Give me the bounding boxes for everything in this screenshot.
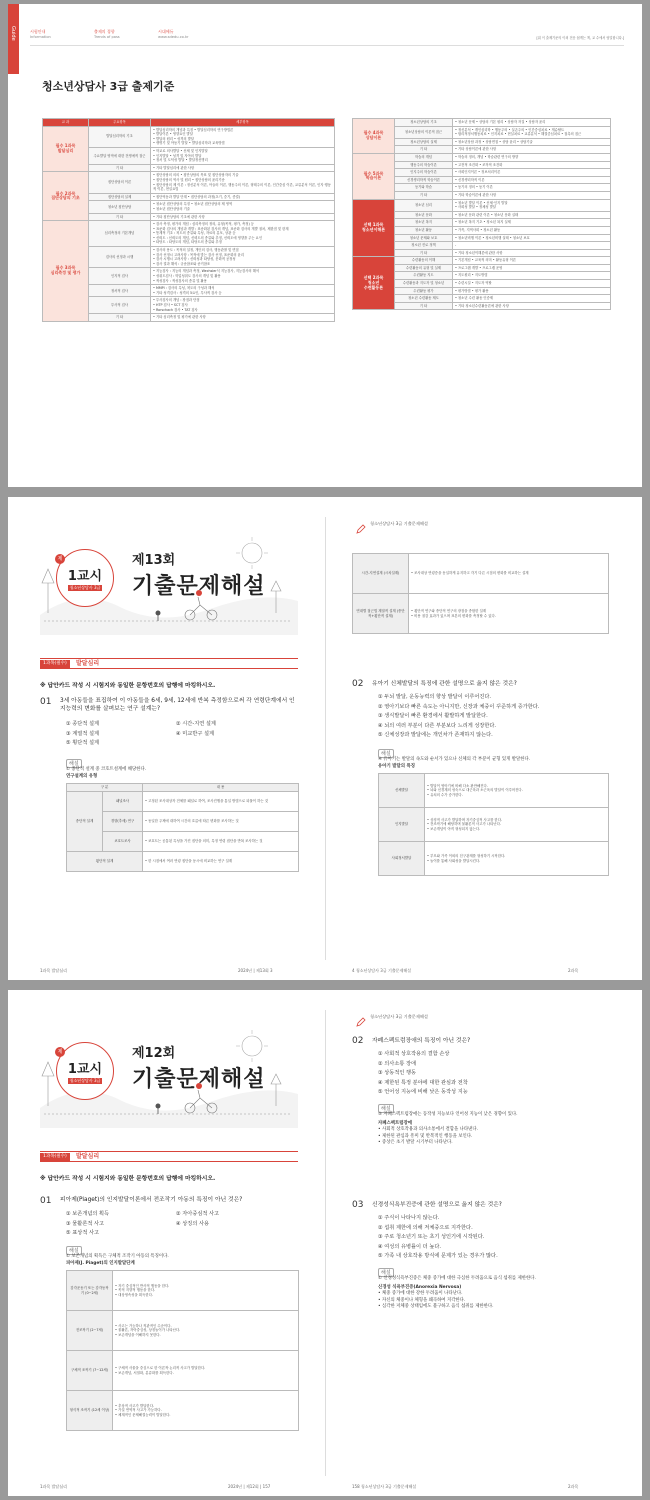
detail-cell: • 기타 청소년수련활동론에 관한 사항	[453, 302, 611, 310]
main-item-cell: 청소년 심리	[395, 199, 453, 211]
option[interactable]: ⑤ 신체성장과 발달에는 개인차가 존재하지 않는다.	[378, 732, 493, 738]
question-number: 02	[352, 679, 364, 689]
row-label: 시간-지연설계 (시차설계)	[353, 554, 409, 594]
answer-options	[66, 1210, 286, 1239]
main-item-cell: 수련활동의 이해	[395, 257, 453, 265]
subject-cell: 필수 2과목 집단상담의 기초	[43, 172, 89, 221]
option[interactable]: ④ 미교반구 설계	[176, 730, 215, 737]
main-item-cell: 청소년상담의 실제	[395, 138, 453, 146]
solution-block	[378, 1276, 608, 1310]
question-text: 자폐스펙트럼장애의 특징이 아닌 것은?	[372, 1038, 471, 1044]
row-content: • 구체적 사물을 중심으로 한 이론적·논리적 사고가 발달한다. • 보존개념, 서열화, 분류화를 획득한다.	[113, 1351, 299, 1391]
column-header: 구 분	[67, 784, 143, 792]
option[interactable]: ② 자아중심적 사고	[176, 1211, 220, 1217]
group-cell: 종단적 설계	[67, 791, 103, 851]
notice-text: ※ 답안카드 작성 시 시험지와 동일한 문항번호의 답행에 마킹하시오.	[40, 683, 216, 689]
main-item-cell: 청소년 문제와 보호	[395, 234, 453, 242]
table-header-row	[67, 784, 299, 792]
answer-options	[66, 720, 286, 749]
footer-page: 158 청소년상담사 3급 기출문제해설	[352, 1484, 417, 1489]
main-item-cell: 투사적 검사	[89, 297, 151, 314]
exam-title: 기출문제해설	[132, 574, 266, 599]
main-item-cell: 청소년상담의 이론적 접근	[395, 126, 453, 138]
detail-cell: • 집단역동과 발달 단계 • 집단상담의 과정(초기, 중기, 종결)	[151, 193, 335, 201]
detail-cell: • 동기의 정의 • 동기 이론	[453, 184, 611, 192]
syllabus-table-left	[42, 118, 335, 322]
detail-cell: • 청소년 문화 관련 이론 • 청소년 문화 실태	[453, 211, 611, 219]
row-content: • 횡단적 연구와 종단적 연구의 장점을 종합한 설계 • 비용 절감 효과가 있으며 표본의 변화를 측정할 수 있다.	[409, 594, 609, 634]
period-badge: 제 1교시 청소년상담사 3급	[56, 549, 114, 607]
table-row	[43, 172, 335, 193]
solution-block	[378, 1112, 608, 1146]
option[interactable]: ④ 뇌의 여러 부분이 다른 부분보다 느리게 성장한다.	[378, 722, 497, 729]
column-header: 교 과	[43, 119, 89, 127]
main-item-cell: 수련활동 평가	[395, 287, 453, 295]
question-text: 유아기 신체발달의 특징에 관한 설명으로 옳지 않은 것은?	[372, 681, 517, 687]
main-item-cell: 신경생리학적 학습이론	[395, 176, 453, 184]
main-item-cell: 청소년 복지	[395, 219, 453, 227]
detail-cell: -	[453, 242, 611, 250]
table-row	[67, 1311, 299, 1351]
exam-round: 제12회	[132, 1046, 176, 1061]
table-row	[379, 774, 609, 808]
row-label: 감각운동기 또는 감각동작기 (0~2세)	[67, 1271, 113, 1311]
solution-badge: 해설	[378, 1268, 394, 1277]
solution-subtitle: 피아제(J. Piaget)의 인지발달단계	[66, 1261, 135, 1266]
row-label: 인지발달	[379, 808, 425, 842]
column-header: 내 용	[143, 784, 299, 792]
column-divider	[325, 1010, 326, 1476]
main-item-cell: 기 타	[395, 249, 453, 257]
type-cell: 코호트조사	[103, 831, 143, 851]
solution-line: ⑤ 자폐스펙트럼장애는 동작성 지능보다 언어성 지능이 낮은 경향이 있다.	[378, 1112, 518, 1117]
main-item-cell: 인지주의 학습이론	[395, 169, 453, 177]
solution-line: • 증상은 초기 발달 시기부터 나타난다.	[378, 1139, 453, 1145]
main-item-cell: 인지적 검사	[89, 268, 151, 285]
table-header-row	[43, 119, 335, 127]
solution-line: ① 신경성식욕부진증은 체중 증가에 대한 극심한 두려움으로 음식 섭취를 제한한다.	[378, 1276, 536, 1281]
option[interactable]: ① 종단적 설계	[66, 721, 100, 727]
option[interactable]: ④ 제한된 특정 분야에 대한 관심과 전착	[378, 1079, 468, 1086]
main-item-cell: 집단상담의 이론	[89, 172, 151, 193]
row-label: 구체적 조작기 (7~12세)	[67, 1351, 113, 1391]
solution-badge: 해설	[378, 1104, 394, 1113]
answer-options	[378, 1050, 608, 1098]
solution-table	[66, 1270, 299, 1431]
option[interactable]: ③ 계열적 설계	[66, 730, 100, 737]
option[interactable]: ⑤ 언어성 지능에 비해 낮은 동작성 지능	[378, 1089, 468, 1095]
page-title: 청소년상담사 3급 출제기준	[42, 80, 175, 93]
nav-item[interactable]: 출제의 경향 Trends of pass	[94, 29, 120, 39]
option[interactable]: ② 영아기보다 빠른 속도는 아니지만, 신장과 체중이 꾸준하게 증가한다.	[378, 703, 540, 710]
detail-cell: • 수련시설 • 지도자 역할	[453, 280, 611, 288]
table-row	[353, 554, 609, 594]
column-header: 주요항목	[89, 119, 151, 127]
footer-page: 4 청소년상담사 3급 기출문제해설	[352, 968, 412, 973]
question-text: 신경성식욕부진증에 관한 설명으로 옳지 않은 것은?	[372, 1202, 502, 1208]
option[interactable]: ⑤ 횡단적 설계	[66, 740, 100, 746]
table-row	[67, 851, 299, 871]
option[interactable]: ② 섭취 제한에 의해 저체중으로 지각한다.	[378, 1224, 473, 1231]
main-item-cell: 집단상담의 실제	[89, 193, 151, 201]
main-item-cell: 기 타	[395, 302, 453, 310]
detail-cell: • 지도원리 • 지도방법	[453, 272, 611, 280]
pencil-icon	[356, 519, 366, 529]
detail-cell: • 정신분석 • 개인심리학 • 행동주의 • 실존주의 • 인간중심치료 • 게슈탈트 • 합리적정서행동치료 • 인지치료 • 현실치료 • 교류분석 • 해결중심치료 • 접촉의 접근	[453, 126, 611, 138]
solution-table	[66, 783, 299, 872]
solution-line: • 심각한 저체중 상태임에도 불구하고 음식 섭취를 제한한다.	[378, 1303, 494, 1309]
content-cell: • 한 시점에서 여러 연령 집단을 동시에 비교하는 연구 설계	[143, 851, 299, 871]
detail-cell: • 기본개념 • 교육적 의미 • 활동유형 이론	[453, 257, 611, 265]
option[interactable]: ⑤ 가족 내 상호작용 방식에 문제가 있는 경우가 많다.	[378, 1253, 498, 1259]
option[interactable]: ① 사회적 상호작용의 결함 손상	[378, 1051, 450, 1057]
detail-cell: • 학습의 정의, 개념 • 학습관련 연구의 방향	[453, 153, 611, 161]
detail-cell: • 기타 청소년이해론에 관한 사항	[453, 249, 611, 257]
footer-right: 2과목	[568, 1484, 579, 1489]
detail-cell: • 학교로 의사발달 • 신체 및 인지발달 • 인지발달 • 성격 및 자아의 발달 • 정서 및 도덕성 발달 • 발달정신병리	[151, 147, 335, 164]
row-content: • 조사대상 연령층을 동일하게 유지하고 각기 다른 시점의 변화를 비교하는 설계	[409, 554, 609, 594]
exam-page-13	[8, 497, 642, 980]
exam-title: 기출문제해설	[132, 1067, 266, 1092]
option[interactable]: ③ 상동적인 행동	[378, 1070, 417, 1076]
subject-cell: 필수 5과목 학습이론	[353, 153, 395, 199]
answer-options	[378, 1214, 608, 1262]
main-item-cell: 청소년 문화	[395, 211, 453, 219]
main-item-cell: 검사의 선정과 시행	[89, 247, 151, 268]
option[interactable]: ③ 생식발달이 빠른 환경에서 활발하게 발달한다.	[378, 713, 488, 719]
main-item-cell: 기 타	[89, 314, 151, 322]
content-cell: • 코호트는 공통된 특성을 가진 집단을 의미, 특정 연령 집단을 반복 조사하는 것	[143, 831, 299, 851]
solution-badge: 해설	[66, 759, 82, 768]
detail-cell: • 기타 상담이론에 관한 사항	[453, 146, 611, 154]
syllabus-page	[8, 4, 642, 487]
table-row	[353, 594, 609, 634]
question-number: 01	[40, 697, 52, 707]
solution-table	[378, 773, 609, 876]
main-item-cell: 기 타	[89, 213, 151, 221]
solution-badge: 해설	[378, 749, 394, 758]
main-item-cell: 청소년 활동	[395, 226, 453, 234]
notice-text: ※ 답안카드 작성 시 시험지와 동일한 문항번호의 답행에 마킹하시오.	[40, 1176, 216, 1182]
column-header: 세부항목	[151, 119, 335, 127]
question-text: 피아제(Piaget)의 인지발달이론에서 전조작기 아동의 특징이 아닌 것은?	[60, 1197, 243, 1203]
guide-tab: Guide	[8, 4, 19, 74]
option[interactable]: ④ 상징의 사용	[176, 1220, 210, 1227]
row-content: • 사고는 가능하나 직관적인 수준이다. • 물활론, 자아중심성, 상징놀이가 나타난다. • 보존개념을 이해하지 못한다.	[113, 1311, 299, 1351]
main-item-cell: 기 타	[89, 164, 151, 172]
main-item-cell: 수련활동과 지도자 및 청소년	[395, 280, 453, 288]
main-item-cell: 행동주의 학습이론	[395, 161, 453, 169]
table-row	[379, 808, 609, 842]
type-cell: 패널조사	[103, 791, 143, 811]
main-item-cell: 청소년상담의 기초	[395, 119, 453, 127]
solution-table-continued	[352, 553, 609, 634]
detail-cell: • 기타 학습이론에 관한 사항	[453, 191, 611, 199]
row-content: • 상징적 사고가 발달하며 자기중심적 사고를 한다. • 전조작기에 해당하며 물활론적 사고가 나타난다. • 보존개념이 아직 형성되지 않는다.	[425, 808, 609, 842]
subject-bar: 1과목(필수) 발달심리	[40, 658, 298, 669]
exam-banner	[40, 517, 298, 635]
subject-cell: 필수 1과목 발달심리	[43, 126, 89, 172]
row-content: • 발달이 영아기에 비해 다소 완만해진다. • 뇌와 신경계의 성숙으로 대근육과 소근육의 발달이 이루어진다. • 유치의 수가 증가한다.	[425, 774, 609, 808]
detail-cell: • 검사 측정, 평가의 개념 : 심리측정의 정의, 유형(목적, 평가, 측정) 등 • 표준화 검사의 개념과 개발 : 표준화된 검사의 개념, 표준화 검사의 개발 절차, 제한점 및 한계 • 통계적 기초 : 척도의 종류와 특성, 자료의 분포, 상관 등 • 신뢰도 : 신뢰도의 개념, 신뢰도의 종류와 추정, 신뢰도에 영향을 주는 요인 • 타당도 : 타당도의 개념, 타당도의 종류와 추정	[151, 221, 335, 247]
syllabus-table-right	[352, 118, 611, 310]
main-item-cell: 발달심리학의 기초	[89, 126, 151, 147]
answer-options	[378, 693, 608, 741]
table-row	[353, 153, 611, 161]
detail-cell: • 투사검사의 개념 : 장점과 단점 • HTP 검사 • SCT 검사 • Rorschach 검사 • TAT 검사	[151, 297, 335, 314]
table-row	[353, 199, 611, 211]
option[interactable]: ② 의사소통 장애	[378, 1060, 417, 1067]
detail-cell: • 가족, 지역사회 • 청소년 활동	[453, 226, 611, 234]
subject-cell: 필수 3과목 심리측정 및 평가	[43, 221, 89, 322]
exam-banner	[40, 1010, 298, 1128]
footer-page: 2024년 | 제13회 3	[238, 968, 273, 973]
option[interactable]: ① 보존개념의 획득	[66, 1211, 110, 1217]
detail-cell: • 집단상담의 의의 • 집단상담의 목표 및 집단상담자의 기술 • 집단상담의 역사 및 원리 • 집단상담의 윤리기준 • 집단상담의 제 이론 : 정신분석 이론, 아들러 이론, 행동주의 이론, 형태주의 이론, 인간중심 이론, 교류분석 이론, 인지·행동적 이론, 현실요법	[151, 172, 335, 193]
table-row	[67, 1351, 299, 1391]
question-text: 3세 아동들을 표집하여 이 아동들을 6세, 9세, 12세에 반복 측정함으로써 각 연령단계에서 인지능력의 변화를 살펴보는 연구 설계는?	[60, 698, 295, 712]
detail-cell: • 지능검사 : 지능의 개념과 측정, Wechsler식 지능검사, 지능검사의 해석 • 성취도검사 : 학업성취도 검사의 개념 및 활용 • 적성검사 : 적성검사의 종류 및 활용	[151, 268, 335, 285]
solution-line: ① 보존개념의 획득은 구체적 조작기 아동의 특징이다.	[66, 1254, 169, 1259]
divider	[30, 45, 624, 46]
detail-cell: • 고전적 조건화 • 조작적 조건화	[453, 161, 611, 169]
detail-cell: • 청소년 문제 • 상담의 기본 원리 • 상담자 자질 • 상담자 윤리	[453, 119, 611, 127]
solution-line: ① 종단적 설계 중 코호트설계에 해당한다.	[66, 767, 147, 772]
detail-cell: • 프로그램 개발 • 프로그램 운영	[453, 264, 611, 272]
nav-item[interactable]: 시대에듀 www.sdedu.co.kr	[158, 29, 189, 39]
table-row	[43, 221, 335, 247]
main-item-cell: 수련활동의 유형 및 실제	[395, 264, 453, 272]
solution-line: • 제한된 관심과 흥미 및 반복적인 행동을 보인다.	[378, 1133, 473, 1139]
main-item-cell: 심리측정의 기본개념	[89, 221, 151, 247]
question-number: 01	[40, 1196, 52, 1206]
content-cell: • 동일한 주제에 대하여 시간의 흐름에 따른 변화를 조사하는 것	[143, 811, 299, 831]
footer-right: 2과목	[568, 968, 579, 973]
solution-subtitle: 신경성 식욕부진증(Anorexia Nervosa)	[378, 1285, 462, 1291]
detail-cell: • 신경생리학적 이론	[453, 176, 611, 184]
pencil-icon	[356, 1012, 366, 1022]
main-item-cell: 청소년 진로 정책	[395, 242, 453, 250]
detail-cell: • 기타 집단상담의 기초에 관한 사항	[151, 213, 335, 221]
running-head: 청소년상담사 3급 기출문제해설	[370, 1014, 428, 1019]
detail-cell: • 청소년 집단상담의 특징 • 청소년 집단상담의 제 영역 • 청소년 집단상담의 기술	[151, 201, 335, 213]
option[interactable]: ① 주식이 나타나지 않는다.	[378, 1215, 440, 1221]
main-item-cell: 수련활동 지도	[395, 272, 453, 280]
detail-cell: • 기타 심리측정 및 평가에 관한 사항	[151, 314, 335, 322]
table-row	[67, 1391, 299, 1431]
detail-cell: • 검사의 용도 : 목적의 설정, 개인의 검사, 행동관찰 및 면접 • 검사 선정시 고려사항 : 목적에 맞는 검사 선정, 표준화의 윤리 • 검사 시행시 고려사항 : 신뢰성과 타당성, 문화적 공정성 • 검사 결과 해석 : 규준참조와 준거참조	[151, 247, 335, 268]
option[interactable]: ④ 여성의 유병률이 더 높다.	[378, 1243, 442, 1250]
detail-cell: • 발달심리학의 개념과 특징 • 발달심리학의 연구방법론 • 발달이론 • 영향요인 발달 • 발달의 원리 • 성격의 발달 • 생명기 및 아동기 발달 • 발달심리학과 교육방법	[151, 126, 335, 147]
main-item-cell: 청소년 집단상담	[89, 201, 151, 213]
main-item-cell: 기 타	[395, 146, 453, 154]
solution-subtitle: 연구설계의 유형	[66, 774, 98, 779]
column-divider	[325, 517, 326, 960]
option[interactable]: ① 두뇌 발달, 운동능력의 향상 발달이 이루어진다.	[378, 694, 492, 700]
main-item-cell: 정서적 검사	[89, 285, 151, 297]
top-note: [위 이 출제기준의 이외 전문 쉽게는 책, 교 수에서 엄밀합니다.]	[536, 36, 624, 40]
subject-cell: 필수 4과목 상담이론	[353, 119, 395, 154]
detail-cell: • 평가방법 • 평가 활용	[453, 287, 611, 295]
row-label: 신체발달	[379, 774, 425, 808]
row-label: 연대별 접근법 계열적 설계 (종단적+횡단적 설계)	[353, 594, 409, 634]
solution-line: • 체중 증가에 대한 강한 두려움이 나타난다.	[378, 1291, 463, 1297]
table-row	[379, 842, 609, 876]
option[interactable]: ② 시간-지연 설계	[176, 721, 216, 727]
table-row	[353, 257, 611, 265]
question-number: 02	[352, 1036, 364, 1046]
row-label: 사회정서발달	[379, 842, 425, 876]
detail-cell: • 청소년상담 과정 • 상담면접 • 상담 윤리 • 상담기술	[453, 138, 611, 146]
type-cell: 경향(추세) 연구	[103, 811, 143, 831]
footer-left: 1과목 발달심리	[40, 1484, 68, 1489]
table-row	[43, 126, 335, 147]
subject-cell: 선택 2과목 청소년 수련활동론	[353, 257, 395, 310]
solution-line: ④ 유아기는 발달의 속도와 순서가 있으나 신체의 각 부분이 균형 있게 발달한다.	[378, 757, 531, 762]
main-item-cell: 학습의 개념	[395, 153, 453, 161]
exam-page-12	[8, 990, 642, 1496]
row-label: 전조작기 (2~7세)	[67, 1311, 113, 1351]
option[interactable]: ⑤ 표상적 사고	[66, 1230, 100, 1236]
footer-page: 2024년 | 제12회 | 157	[228, 1484, 271, 1489]
solution-badge: 해설	[66, 1246, 82, 1255]
detail-cell: • 청소년 복지 기초 • 청소년 복지 실제	[453, 219, 611, 227]
row-content: • 부모와 가족 이외의 친구관계를 형성하기 시작한다. • 놀이를 통해 사회성을 발달시킨다.	[425, 842, 609, 876]
subject-bar: 1과목(필수) 발달심리	[40, 1151, 298, 1162]
subject-cell: 선택 1과목 청소년이해론	[353, 199, 395, 257]
table-row	[67, 791, 299, 811]
option[interactable]: ③ 주로 청소년기 또는 초기 성인기에 시작된다.	[378, 1234, 485, 1240]
detail-cell: • 청소년비행 이론 • 청소년비행 실태 • 청소년 보호	[453, 234, 611, 242]
detail-cell: • 청소년 발달 이론 • 신체·인지 발달 • 사회성 발달 • 정체성 발달	[453, 199, 611, 211]
solution-line: • 자신의 체중이나 체형을 왜곡하여 지각한다.	[378, 1297, 466, 1303]
exam-round: 제13회	[132, 553, 176, 568]
solution-subtitle: 자폐스펙트럼장애	[378, 1121, 412, 1127]
table-row	[353, 119, 611, 127]
detail-cell: • 사회인지이론 • 정보처리이론	[453, 169, 611, 177]
nav-item[interactable]: 시험안내 Information	[30, 29, 51, 39]
main-item-cell: 주요발달 영역에 대한 전생애적 접근	[89, 147, 151, 164]
main-item-cell: 기 타	[395, 191, 453, 199]
row-label: 형식적 조작기 (12세 이상)	[67, 1391, 113, 1431]
main-item-cell: 청소년 수련활동 제도	[395, 295, 453, 303]
solution-line: • 사회적 상호작용과 의사소통에서 결함을 나타낸다.	[378, 1127, 479, 1133]
group-cell: 횡단적 설계	[67, 851, 143, 871]
main-item-cell: 동기와 학습	[395, 184, 453, 192]
detail-cell: • 기타 발달심리에 관한 사항	[151, 164, 335, 172]
running-head: 청소년상담사 3급 기출문제해설	[370, 521, 428, 526]
period-badge: 제 1교시 청소년상담사 3급	[56, 1042, 114, 1100]
footer-left: 1과목 발달심리	[40, 968, 68, 973]
row-content: • 추상적 사고가 발달한다. • 가설 연역적 사고가 가능하다. • 체계적인 문제해결능력이 발달한다.	[113, 1391, 299, 1431]
content-cell: • 고정된 조사대상자 전체를 패널로 하여, 조사진행을 통일 방법으로 되풀이 하는 것	[143, 791, 299, 811]
top-nav	[30, 29, 206, 39]
solution-subtitle: 유아기 발달의 특징	[378, 764, 415, 769]
row-content: • 자기 중심적인 반사적 행동을 한다. • 목적 지향적 행동을 한다. • 대상영속성을 획득한다.	[113, 1271, 299, 1311]
table-row	[67, 1271, 299, 1311]
detail-cell: • 청소년 수련 활동 인증제	[453, 295, 611, 303]
option[interactable]: ③ 물활론적 사고	[66, 1220, 105, 1227]
detail-cell: • MMPI : 검사의 특성, 척도의 구성과 해석 • 기타 성격검사 : 성격의 5요인, 투사적 검사 등	[151, 285, 335, 297]
question-number: 03	[352, 1200, 364, 1210]
